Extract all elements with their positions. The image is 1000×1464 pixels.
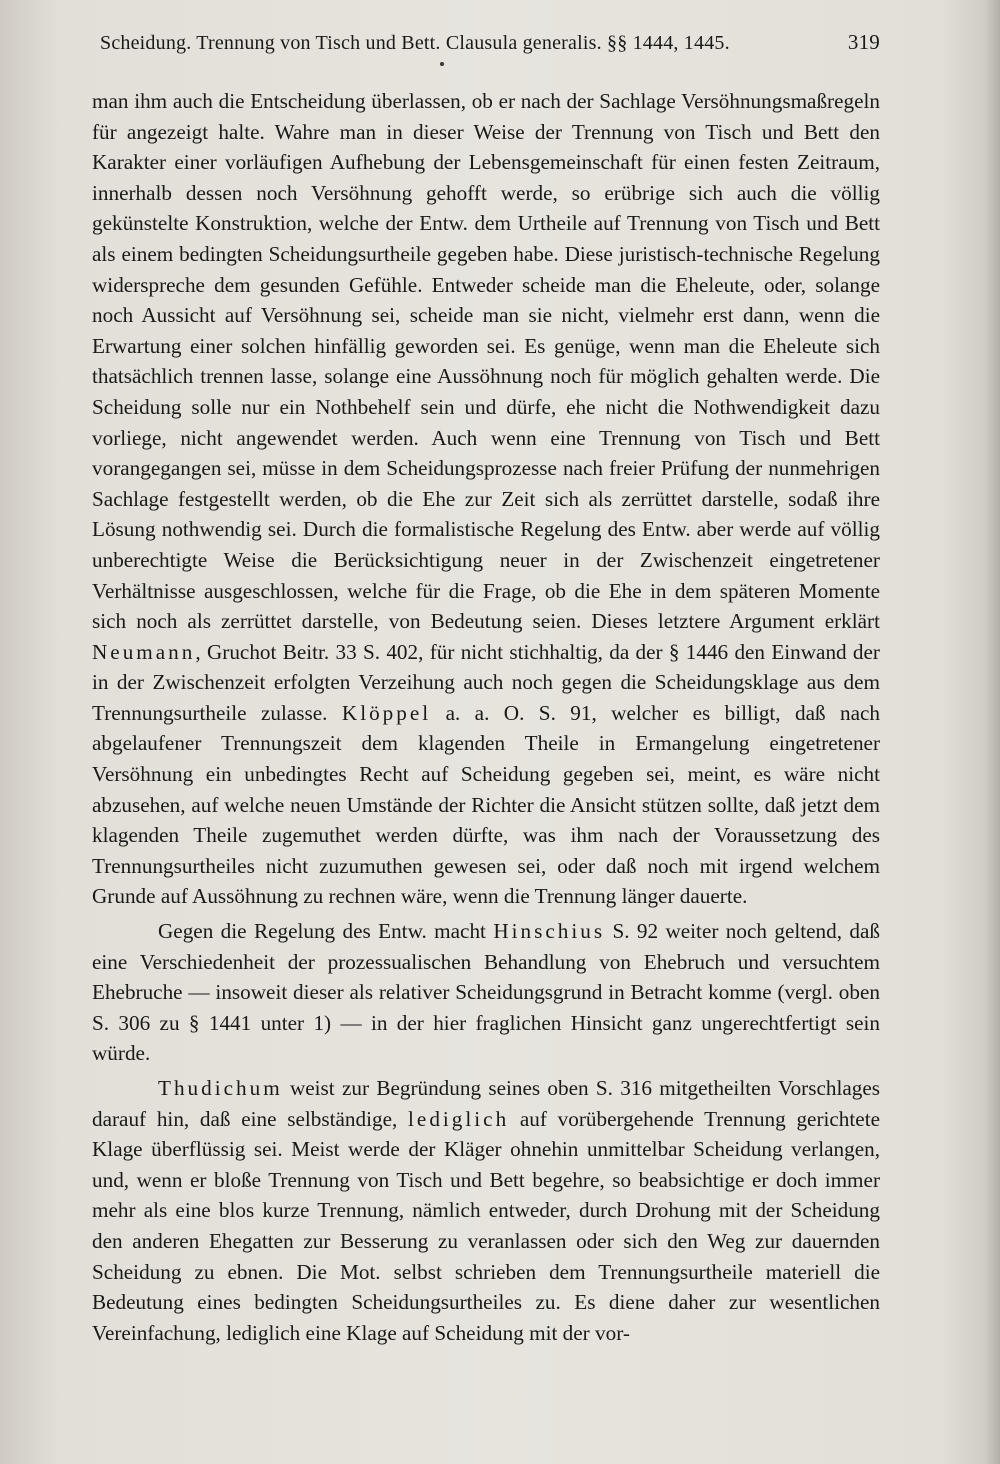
spaced-name: lediglich — [408, 1106, 510, 1131]
text-run: a. a. O. S. 91, welcher es billigt, daß nach abgelaufener Trennungszeit dem klagenden Theile in Ermangelung eingetretener Versöhnung ein unbedingtes Recht auf Scheidung gegeben sei, meint, es wäre nicht abzusehen, auf welche neuen Umstände der Richter die Ansicht stützen sollte, daß jetzt dem klagenden Theile zugemuthet werden dürfte, was ihm nach der Voraussetzung des Trennungsurtheiles nicht zuzumuthen gewesen sei, oder daß noch mit irgend welchem Grunde auf Aussöhnung zu rechnen wäre, wenn die Trennung länger dauerte. — [92, 700, 880, 909]
page-edge-shadow — [984, 0, 1000, 1464]
running-head-title: Scheidung. Trennung von Tisch und Bett. Clausula generalis. §§ 1444, 1445. — [100, 32, 730, 54]
spaced-name: Thudichum — [158, 1076, 283, 1100]
text-run: auf vorübergehende Trennung gerichtete Klage überflüssig sei. Meist werde der Kläger ohnehin unmittelbar Scheidung verlangen, und, wenn er bloße Trennung von Tisch und Bett begehre, so beabsichtige er doch immer mehr als eine blos kurze Trennung, nämlich entweder, durch Drohung mit der Scheidung den anderen Ehegatten zur Besserung zu veranlassen oder sich den Weg zur dauernden Scheidung zu ebnen. Die Mot. selbst schrieben dem Trennungsurtheile materiell die Bedeutung eines bedingten Scheidungsurtheiles zu. Es diene daher zur wesentlichen Vereinfachung, lediglich eine Klage auf Scheidung mit der vor- — [92, 1106, 880, 1345]
text-run: weist zur Begründung seines oben S. 316 mitgetheilten Vorschlages darauf hin, daß eine selbständige, — [92, 1076, 880, 1131]
page-number: 319 — [847, 30, 880, 54]
spaced-name: Klöppel — [341, 700, 432, 725]
body-text — [92, 86, 880, 1348]
spaced-name: Hinschius — [493, 919, 606, 944]
paragraph-continued — [92, 86, 880, 912]
text-run: S. 92 weiter noch geltend, daß eine Verschiedenheit der prozessualischen Behandlung von Ehebruch und versuchtem Ehebruche — insoweit dieser als relativer Scheidungsgrund in Betracht komme (vergl. oben S. 306 zu § 1441 unter 1) — in der hier fraglichen Hinsicht ganz ungerechtfertigt sein würde. — [92, 919, 880, 1066]
paragraph-hinschius — [92, 916, 880, 1069]
running-head — [100, 30, 880, 64]
paragraph-thudichum — [92, 1073, 880, 1348]
text-run: , Gruchot Beitr. 33 S. 402, für nicht stichhaltig, da der § 1446 den Einwand der in der Zwischenzeit erfolgten Verzeihung auch noch gegen die Scheidungsklage aus dem Trennungsurtheile zulasse. — [92, 639, 880, 725]
spaced-name: Neumann — [92, 639, 196, 664]
print-speck — [440, 62, 444, 66]
text-run: man ihm auch die Entscheidung überlassen, ob er nach der Sachlage Versöhnungsmaßregeln für angezeigt halte. Wahre man in dieser Weise der Trennung von Tisch und Bett den Karakter einer vorläufigen Aufhebung der Lebensgemeinschaft für einen festen Zeitraum, innerhalb dessen noch Versöhnung gehofft werde, so erübrige sich auch die völlig gekünstelte Konstruktion, welche der Entw. dem Urtheile auf Trennung von Tisch und Bett als einem bedingten Scheidungsurtheile gegeben habe. Diese juristisch-technische Regelung widerspreche dem gesunden Gefühle. Entweder scheide man die Eheleute, oder, solange noch Aussicht auf Versöhnung sei, scheide man sie nicht, vielmehr erst dann, wenn die Erwartung einer solchen hinfällig geworden sei. Es genüge, wenn man die Eheleute sich thatsächlich trennen lasse, solange eine Aussöhnung noch für möglich gehalten werde. Die Scheidung solle nur ein Nothbehelf sein und dürfe, ehe nicht die Nothwendigkeit dazu vorliege, nicht angewendet werden. Auch wenn eine Trennung von Tisch und Bett vorangegangen sei, müsse in dem Scheidungsprozesse nach freier Prüfung der nunmehrigen Sachlage festgestellt werden, ob die Ehe zur Zeit sich als zerrüttet darstelle, sodaß ihre Lösung nothwendig sei. Durch die formalistische Regelung des Entw. aber werde auf völlig unberechtigte Weise die Berücksichtigung neuer in der Zwischenzeit eingetretener Verhältnisse ausgeschlossen, welche für die Frage, ob die Ehe in dem späteren Momente sich noch als zerrüttet darstelle, von Bedeutung seien. Dieses letztere Argument erklärt — [92, 89, 880, 634]
text-run: Gegen die Regelung des Entw. macht — [158, 919, 494, 944]
